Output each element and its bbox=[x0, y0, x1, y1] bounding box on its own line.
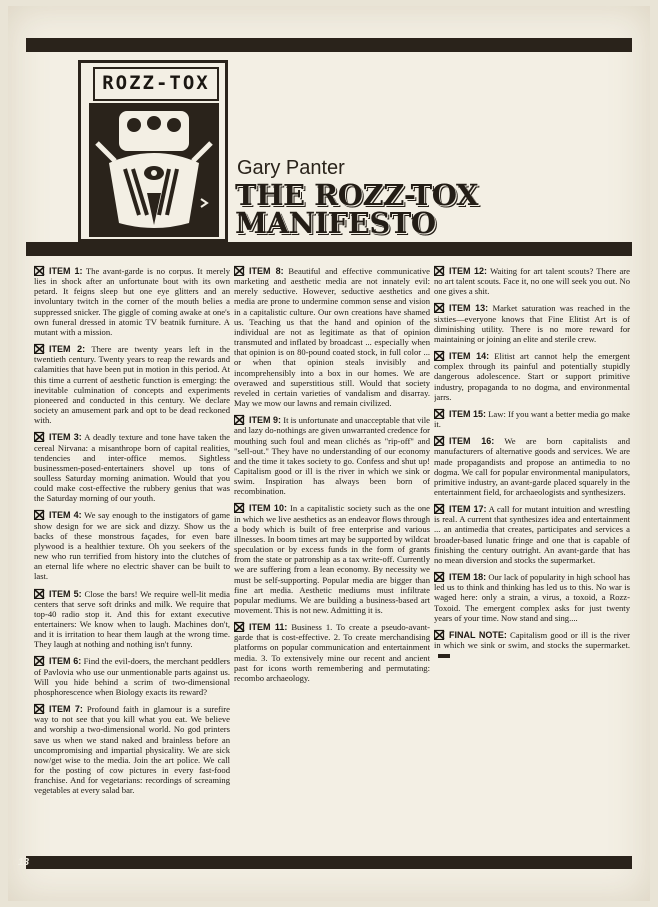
checkbox-x-icon bbox=[234, 265, 246, 276]
middle-rule bbox=[26, 242, 632, 256]
item-label: ITEM 3: bbox=[49, 432, 82, 443]
item-text: Close the bars! We require well-lit media centers that serve soft drinks and milk. We require that top-40 radio stop it. And this for extant executive entertainers: We know when to laugh. Machines don't, and it is irritation to hear them laugh at the wrong time. They laugh at nothing and nothing isn't funny. bbox=[34, 588, 230, 650]
manifesto-item bbox=[434, 265, 630, 296]
item-text: We say enough to the instigators of game show design for we are sick and dizzy. Show us the backs of these monstrous façades, for even bare plywood is a healthier texture. Oh you seekers of the new who run terrified from history into the clutches of an eternal life where no electric shaver can be built to last. bbox=[34, 510, 230, 582]
item-label: ITEM 1: bbox=[49, 266, 83, 276]
item-label: ITEM 16: bbox=[449, 436, 495, 447]
item-label: FINAL NOTE: bbox=[449, 629, 507, 640]
checkbox-x-icon bbox=[34, 431, 46, 442]
author-name: Gary Panter bbox=[237, 157, 345, 179]
manifesto-item bbox=[234, 621, 430, 683]
item-label: ITEM 2: bbox=[49, 344, 86, 355]
page-number: 13 bbox=[18, 857, 30, 868]
manifesto-item bbox=[34, 588, 230, 650]
item-text: Law: If you want a better media go make it. bbox=[434, 408, 630, 430]
column-1 bbox=[34, 265, 230, 850]
title-line-1: THE ROZZ-TOX bbox=[235, 178, 478, 212]
checkbox-x-icon bbox=[34, 588, 46, 599]
manifesto-item bbox=[34, 655, 230, 697]
checkbox-x-icon bbox=[34, 703, 46, 714]
item-label: ITEM 8: bbox=[249, 266, 284, 276]
item-text: Elitist art cannot help the emergent complex through its painful and potentially stupidly dangerous adolescence. Start or support primitive industry, propaganda to no dogma, and environmental jarrs. bbox=[434, 351, 630, 402]
item-text: Waiting for art talent scouts? There are no art talent scouts. Face it, no one will seek you out. No one gives a shit. bbox=[434, 266, 630, 297]
manifesto-item bbox=[434, 408, 630, 429]
item-label: ITEM 10: bbox=[249, 503, 287, 514]
checkbox-x-icon bbox=[234, 414, 246, 425]
item-label: ITEM 5: bbox=[49, 588, 82, 599]
item-text: Market saturation was reached in the sixties—everyone knows that Fine Elitist Art is of diminishing utility. There is no more reward for maintaining or joining an elite and sterile crew. bbox=[434, 303, 630, 344]
manifesto-item bbox=[434, 435, 630, 497]
item-label: ITEM 15: bbox=[449, 408, 487, 419]
manifesto-item bbox=[34, 509, 230, 581]
manifesto-page bbox=[8, 6, 650, 901]
item-label: ITEM 14: bbox=[449, 351, 490, 362]
item-text: It is unfortunate and unacceptable that vile and lazy do-nothings are given unwarranted credence for mouthing such foul and mean clichés as "rip-off" and "sell-out." They have no understanding of our economy and the time it takes society to go. Confess and shut up! Capitalism good or ill is the river in which we sink or swim. Inspiration has always been born of recombination. bbox=[234, 415, 430, 497]
checkbox-x-icon bbox=[434, 408, 446, 419]
checkbox-x-icon bbox=[434, 435, 446, 446]
column-3 bbox=[434, 265, 630, 850]
item-label: ITEM 18: bbox=[449, 572, 487, 583]
manifesto-item bbox=[234, 414, 430, 496]
manifesto-item bbox=[34, 703, 230, 795]
checkbox-x-icon bbox=[434, 629, 446, 640]
manifesto-item bbox=[34, 431, 230, 503]
top-rule bbox=[26, 38, 632, 52]
item-label: ITEM 17: bbox=[449, 504, 487, 515]
logo-text: ROZZ-TOX bbox=[93, 67, 219, 101]
checkbox-x-icon bbox=[34, 655, 46, 666]
item-label: ITEM 4: bbox=[49, 510, 82, 521]
manifesto-columns bbox=[34, 265, 630, 850]
item-text: There are twenty years left in the twentieth century. Twenty years to reap the rewards and calamities that have been put in motion in this period. At this time a current of aesthetic function is emerging: the inevitable culmination of concepts and experiments pioneered and conducted in this century. We declare society an amusement park and opt to be dead reckoned with. bbox=[34, 344, 230, 426]
column-2 bbox=[234, 265, 430, 850]
checkbox-x-icon bbox=[434, 302, 446, 313]
item-text: In a capitalistic society such as the one in which we live aesthetics as an endeavor flows through a body which is built of free enterprise and various illnesses. In boom times art may be supported by wildcat speculation or by excess funds in the form of grants from the state or patronship as a tax write-off. Currently we are suffering from a lean economy. By necessity we must be self-supporting. Popular media are bigger than fine art media. Aesthetic mediums must infiltrate popular mediums. We are building a business-based art movement. This is not new. Admitting it is. bbox=[234, 503, 430, 615]
item-text: We are born capitalists and manufacturers of alternative goods and services. We are made propagandists and propose an antimedia to no dogma. We call for popular environmental manipulators, primitive industry, an avant-garde placed squarely in the entertainment field, for archaeologists and synthesizers. bbox=[434, 436, 630, 497]
item-text: Find the evil-doers, the merchant peddlers of Pavlovia who use our unmentionable parts against us. Will you hide behind a scrim of two-dimensional phosphorescence when Biology exacts its reward? bbox=[34, 656, 230, 697]
checkbox-x-icon bbox=[34, 509, 46, 520]
item-text: A deadly texture and tone have taken the cereal Nirvana: a misanthrope born of capital realities, tendencies and inter-office memos. Sightless businessmen-posed-entertainers shovel up tons of soulless Saturday morning animation. Would that you could make cost-effective the rubbery genius that was the Saturday morning of our youth. bbox=[34, 432, 230, 504]
checkbox-x-icon bbox=[434, 571, 446, 582]
item-text: The avant-garde is no corpus. It merely lies in shock after an unfortunate bout with its own petard. It feigns sleep but one eye glitters and an involuntary twitch in the corner of the mouth belies a suppressed snicker. The giggle of coming awake at one's own funeral dressed in atomic TV beatnik furniture. A mutant with a mission. bbox=[34, 266, 230, 337]
manifesto-item bbox=[434, 350, 630, 402]
item-text: Profound faith in glamour is a surefire way to not see that you kill what you eat. We believe and worship a two-dimensional world. No god printers save us when we stand naked and brainless before an uncompromising and impartial physicality. We are sick now/get wise to the media. Join the art police. We call for the posting of cow pictures in every fast-food franchise. And for vegetarians: recordings of screaming vegetables at every salad bar. bbox=[34, 704, 230, 796]
robot-head-illustration bbox=[89, 103, 219, 237]
manifesto-item bbox=[434, 629, 630, 660]
item-text: A call for mutant intuition and wrestling is real. A current that synthesizes idea and entertainment ... an antimedia that creates, participates and services a broader-based lunatic fringe and one that is capable of finishing the century outright. An avant-garde that has no mean diversion and stocks the supermarket. bbox=[434, 504, 630, 565]
manifesto-item bbox=[434, 503, 630, 565]
manifesto-item bbox=[34, 343, 230, 425]
rozz-tox-logo bbox=[78, 60, 228, 242]
manifesto-item bbox=[434, 571, 630, 623]
checkbox-x-icon bbox=[34, 343, 46, 354]
checkbox-x-icon bbox=[234, 621, 246, 632]
checkbox-x-icon bbox=[434, 350, 446, 361]
item-text: Our lack of popularity in high school has led us to think and thinking has led us to this. No war is waged here: only a strain, a virus, a toxoid, a Rozz-Toxoid. The emergent complex asks for just twenty years of your time. Now stand and sing.... bbox=[434, 572, 630, 623]
item-label: ITEM 11: bbox=[249, 622, 288, 633]
checkbox-x-icon bbox=[34, 265, 46, 276]
item-label: ITEM 9: bbox=[249, 415, 282, 426]
item-label: ITEM 13: bbox=[449, 303, 489, 314]
checkbox-x-icon bbox=[434, 503, 446, 514]
item-text: Beautiful and effective communicative marketing and aesthetic media are not innately evil: merely seductive. However, seductive aesthetics and media are prone to undermine common sense and vision in a capitalistic culture. Our own creations have shamed us. Teaching us that the hand and opinion of the individual are not as legitimate as that of opinion transmuted and inflated by broadcast ... especially when that opinion is on 80-pound coated stock, in full color ... or when that opinion steals invisibly and incomprehensibly into a box in our homes. We are overawed and superstitious still. Would that society reveled in certain varieties of vandalism and disarray. May we mow our lawns and remain civilized. bbox=[234, 266, 430, 409]
checkbox-x-icon bbox=[434, 265, 446, 276]
page-title bbox=[235, 178, 478, 240]
end-mark bbox=[438, 654, 450, 658]
manifesto-item bbox=[34, 265, 230, 337]
manifesto-item bbox=[434, 302, 630, 344]
item-text: Capitalism good or ill is the river in which we sink or swim, and stocks the supermarket. bbox=[434, 629, 630, 650]
checkbox-x-icon bbox=[234, 502, 246, 513]
item-label: ITEM 12: bbox=[449, 266, 488, 276]
item-label: ITEM 7: bbox=[49, 704, 83, 715]
title-line-2: MANIFESTO bbox=[235, 206, 436, 240]
manifesto-item bbox=[234, 265, 430, 408]
manifesto-item bbox=[234, 502, 430, 615]
item-label: ITEM 6: bbox=[49, 656, 82, 667]
bottom-rule bbox=[26, 856, 632, 869]
item-text: Business 1. To create a pseudo-avant-garde that is cost-effective. 2. To create merchandising platforms on popular communication and entertainment media. 3. To extensively mine our recent and ancient past for icons worth remembering and permutating: recombo archaeology. bbox=[234, 622, 430, 683]
